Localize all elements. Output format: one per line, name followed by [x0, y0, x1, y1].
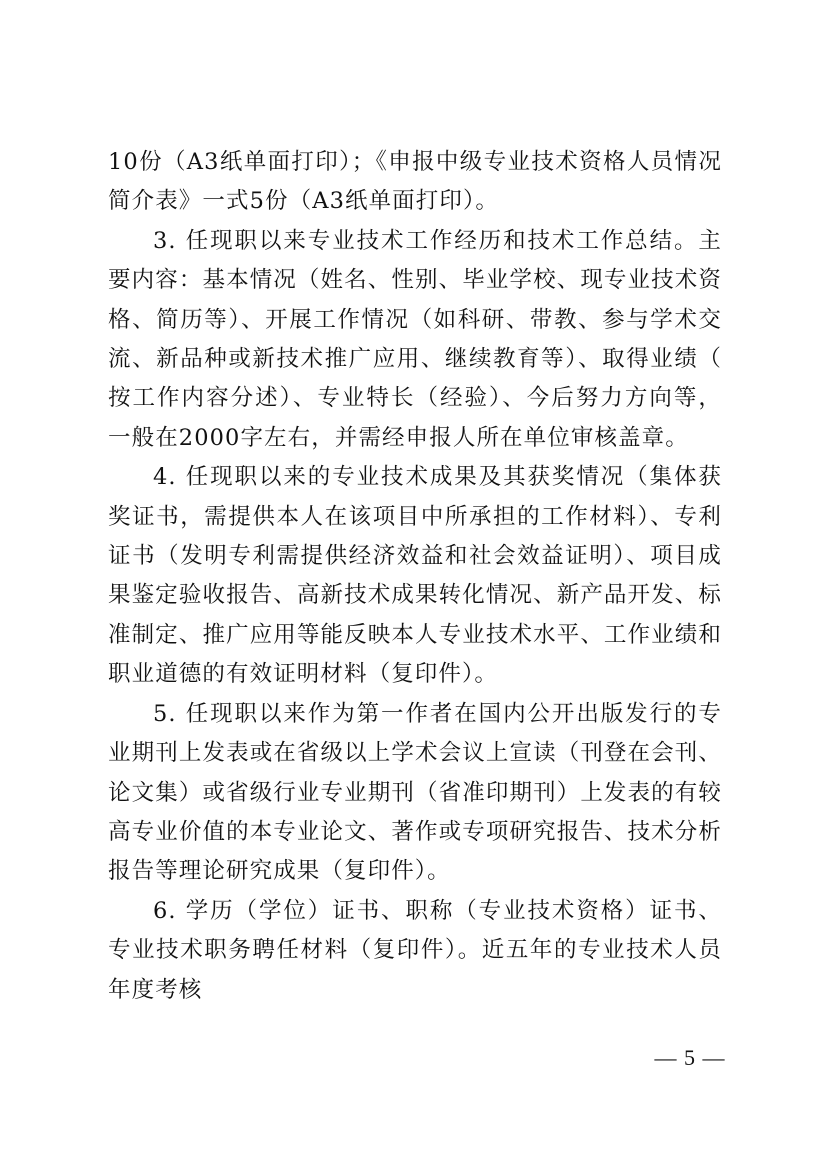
document-body [108, 143, 722, 1010]
paragraph-item-4: 4. 任现职以来的专业技术成果及其获奖情况（集体获奖证书，需提供本人在该项目中所承担的工作材料）、专利证书（发明专利需提供经济效益和社会效益证明）、项目成果鉴定验收报告、高新技术成果转化情况、新产品开发、标准制定、推广应用等能反映本人专业技术水平、工作业绩和职业道德的有效证明材料（复印件）。 [108, 464, 722, 688]
paragraph-item-6: 6. 学历（学位）证书、职称（专业技术资格）证书、专业技术职务聘任材料（复印件）。近五年的专业技术人员年度考核 [108, 897, 722, 1003]
paragraph-item-5: 5. 任现职以来作为第一作者在国内公开出版发行的专业期刊上发表或在省级以上学术会议上宣读（刊登在会刊、论文集）或省级行业专业期刊（省准印期刊）上发表的有较高专业价值的本专业论文、著作或专项研究报告、技术分析报告等理论研究成果（复印件）。 [108, 700, 722, 885]
page-number: — 5 — [654, 1045, 726, 1070]
paragraph-continuation: 10份（A3纸单面打印）；《申报中级专业技术资格人员情况简介表》一式5份（A3纸单面打印）。 [108, 149, 722, 215]
paragraph-item-3: 3. 任现职以来专业技术工作经历和技术工作总结。主要内容：基本情况（姓名、性别、毕业学校、现专业技术资格、简历等）、开展工作情况（如科研、带教、参与学术交流、新品种或新技术推广应用、继续教育等）、取得业绩（按工作内容分述）、专业特长（经验）、今后努力方向等，一般在2000字左右，并需经申报人所在单位审核盖章。 [108, 227, 722, 451]
